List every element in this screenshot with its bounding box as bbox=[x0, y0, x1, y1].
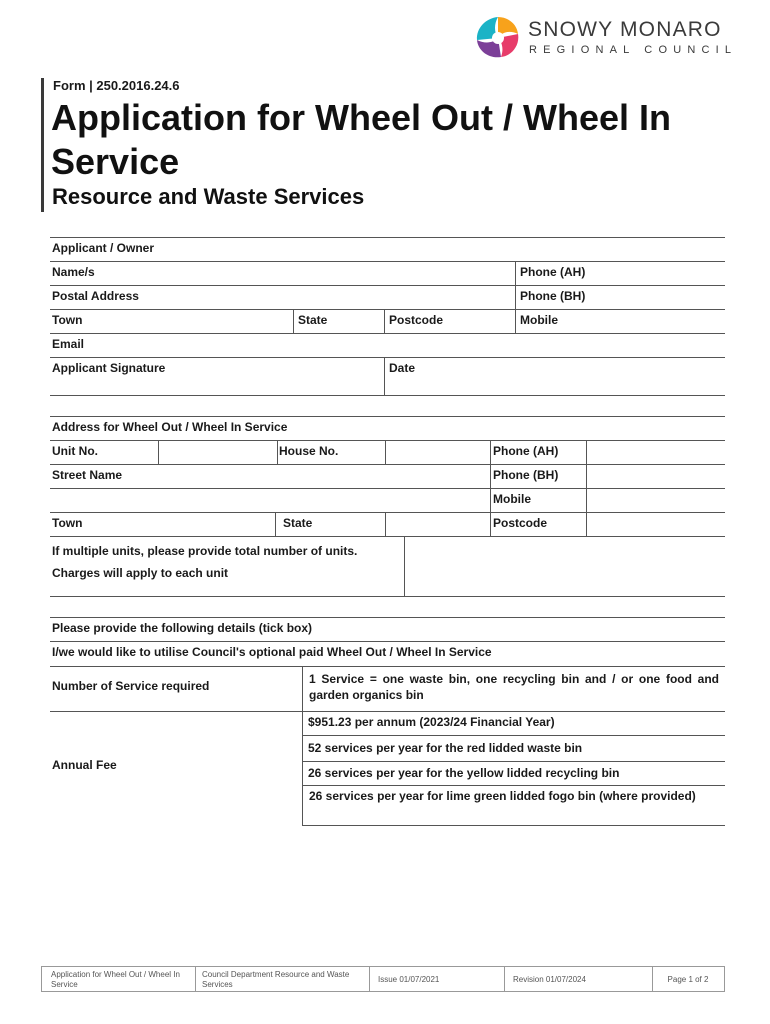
fee-amount-option[interactable] bbox=[302, 712, 725, 736]
divider bbox=[504, 967, 505, 991]
service-mobile-input[interactable] bbox=[586, 489, 725, 513]
yellow-bin-text: 26 services per year for the yellow lidded recycling bin bbox=[308, 766, 620, 780]
number-of-units-input[interactable] bbox=[404, 537, 725, 597]
details-section bbox=[50, 617, 725, 826]
logo-tagline: REGIONAL COUNCIL bbox=[529, 44, 738, 56]
footer-page-number: Page 1 of 2 bbox=[667, 975, 709, 984]
annual-fee-label: Annual Fee bbox=[52, 758, 117, 772]
email-field[interactable]: Email bbox=[50, 334, 725, 358]
service-state-label: State bbox=[275, 513, 385, 537]
logo-mark-icon bbox=[474, 14, 522, 60]
charges-text: Charges will apply to each unit bbox=[52, 566, 229, 580]
divider bbox=[195, 967, 196, 991]
multiple-units-text: If multiple units, please provide total number of units. bbox=[52, 544, 358, 558]
service-address-section-title: Address for Wheel Out / Wheel In Service bbox=[50, 417, 725, 441]
divider bbox=[369, 967, 370, 991]
service-definition-text: 1 Service = one waste bin, one recycling bin and / or one food and garden organics bin bbox=[309, 672, 719, 702]
service-address-section bbox=[50, 416, 725, 597]
unit-no-label: Unit No. bbox=[50, 441, 158, 465]
mobile-field[interactable]: Mobile bbox=[515, 310, 725, 334]
postal-address-field[interactable]: Postal Address bbox=[50, 286, 515, 310]
footer-issue: Issue 01/07/2021 bbox=[378, 975, 440, 984]
divider bbox=[490, 441, 491, 537]
multiple-units-label bbox=[50, 537, 404, 597]
service-phone-ah-input[interactable] bbox=[586, 441, 725, 465]
names-field[interactable]: Name/s bbox=[50, 262, 515, 286]
number-required-label bbox=[50, 667, 302, 712]
divider bbox=[275, 513, 276, 537]
footer-revision: Revision 01/07/2024 bbox=[513, 975, 586, 984]
utilise-service-text: I/we would like to utilise Council's optional paid Wheel Out / Wheel In Service bbox=[50, 642, 725, 667]
divider bbox=[384, 358, 385, 396]
service-town-label: Town bbox=[50, 513, 275, 537]
red-bin-text: 52 services per year for the red lidded waste bin bbox=[308, 741, 583, 755]
header-accent-bar bbox=[41, 78, 44, 212]
divider bbox=[385, 441, 386, 465]
number-required-text: Number of Service required bbox=[52, 679, 210, 693]
service-phone-ah-label: Phone (AH) bbox=[490, 441, 586, 465]
footer-form-name: Application for Wheel Out / Wheel In Service bbox=[51, 970, 180, 989]
divider bbox=[384, 310, 385, 334]
service-postcode-label: Postcode bbox=[490, 513, 586, 537]
applicant-section-title: Applicant / Owner bbox=[50, 238, 725, 262]
street-name-label: Street Name bbox=[50, 465, 490, 489]
details-section-title: Please provide the following details (tick box) bbox=[50, 618, 725, 642]
page-footer bbox=[41, 966, 725, 992]
page-subtitle: Resource and Waste Services bbox=[52, 184, 365, 209]
state-field[interactable]: State bbox=[293, 310, 384, 334]
divider bbox=[293, 310, 294, 334]
house-no-label: House No. bbox=[277, 441, 385, 465]
divider bbox=[385, 513, 386, 537]
unit-no-input[interactable] bbox=[158, 441, 277, 465]
divider bbox=[302, 667, 303, 826]
service-phone-bh-label: Phone (BH) bbox=[490, 465, 586, 489]
street-name-input[interactable] bbox=[50, 489, 490, 513]
page-title: Application for Wheel Out / Wheel In Service bbox=[51, 97, 671, 182]
green-bin-text: 26 services per year for lime green lidded fogo bin (where provided) bbox=[309, 789, 696, 803]
council-logo bbox=[474, 14, 738, 60]
divider bbox=[586, 441, 587, 537]
footer-department: Council Department Resource and Waste Services bbox=[202, 970, 350, 989]
house-no-input[interactable] bbox=[385, 441, 490, 465]
postcode-field[interactable]: Postcode bbox=[384, 310, 515, 334]
divider bbox=[515, 262, 516, 334]
form-number: Form | 250.2016.24.6 bbox=[53, 78, 180, 93]
service-state-input[interactable] bbox=[385, 513, 490, 537]
logo-name: SNOWY MONARO bbox=[528, 18, 722, 41]
applicant-section bbox=[50, 237, 725, 396]
fee-amount-text: $951.23 per annum (2023/24 Financial Year) bbox=[308, 715, 555, 729]
service-mobile-label: Mobile bbox=[490, 489, 586, 513]
divider bbox=[277, 441, 278, 465]
phone-ah-field[interactable]: Phone (AH) bbox=[515, 262, 725, 286]
phone-bh-field[interactable]: Phone (BH) bbox=[515, 286, 725, 310]
divider bbox=[158, 441, 159, 465]
divider bbox=[404, 537, 405, 597]
applicant-signature-field[interactable]: Applicant Signature bbox=[50, 358, 384, 396]
red-bin-option[interactable] bbox=[302, 736, 725, 762]
town-field[interactable]: Town bbox=[50, 310, 293, 334]
service-postcode-input[interactable] bbox=[586, 513, 725, 537]
date-field[interactable]: Date bbox=[384, 358, 725, 396]
service-phone-bh-input[interactable] bbox=[586, 465, 725, 489]
yellow-bin-option[interactable] bbox=[302, 762, 725, 786]
